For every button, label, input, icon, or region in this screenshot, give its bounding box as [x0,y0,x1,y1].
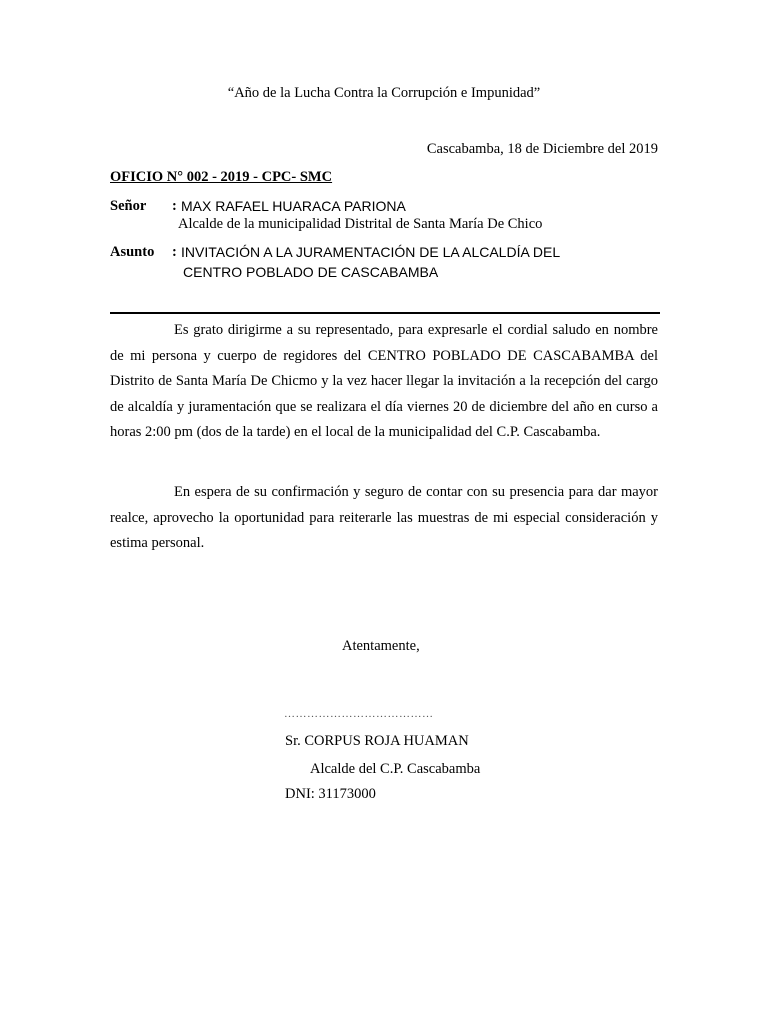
header-divider [110,312,660,314]
signature-line: ………………………………… [284,708,434,720]
recipient-name: MAX RAFAEL HUARACA PARIONA [181,198,406,214]
subject-colon: : [172,244,177,260]
signatory-role: Alcalde del C.P. Cascabamba [310,761,481,777]
oficio-number: OFICIO N° 002 - 2019 - CPC- SMC [110,169,333,185]
recipient-colon: : [172,198,177,214]
closing-salutation: Atentamente, [342,638,420,654]
body-paragraph-2-text: En espera de su confirmación y seguro de contar con su presencia para dar mayor realce, aprovecho la oportunidad para reiterarle las muestras de mi especial consideración y estima personal. [110,484,658,551]
subject-line-1: INVITACIÓN A LA JURAMENTACIÓN DE LA ALCALDÍA DEL [181,244,561,260]
recipient-position: Alcalde de la municipalidad Distrital de Santa María De Chico [178,216,543,232]
body-paragraph-1 [110,318,658,446]
body-paragraph-2 [110,480,658,557]
subject-line-2: CENTRO POBLADO DE CASCABAMBA [183,264,439,280]
signatory-dni: DNI: 31173000 [285,786,376,802]
subject-label: Asunto [110,244,155,260]
recipient-label: Señor [110,198,147,214]
place-date: Cascabamba, 18 de Diciembre del 2019 [426,141,658,157]
body-paragraph-1-text: Es grato dirigirme a su representado, para expresarle el cordial saludo en nombre de mi persona y cuerpo de regidores del CENTRO POBLADO DE CASCABAMBA del Distrito de Santa María De Chicmo y la vez hacer llegar la invitación a la recepción del cargo de alcaldía y juramentación que se realizara el día viernes 20 de diciembre del año en curso a horas 2:00 pm (dos de la tarde) en el local de la municipalidad del C.P. Cascabamba. [110,322,658,440]
signatory-name: Sr. CORPUS ROJA HUAMAN [285,733,469,749]
year-motto: “Año de la Lucha Contra la Corrupción e Impunidad” [227,85,541,101]
